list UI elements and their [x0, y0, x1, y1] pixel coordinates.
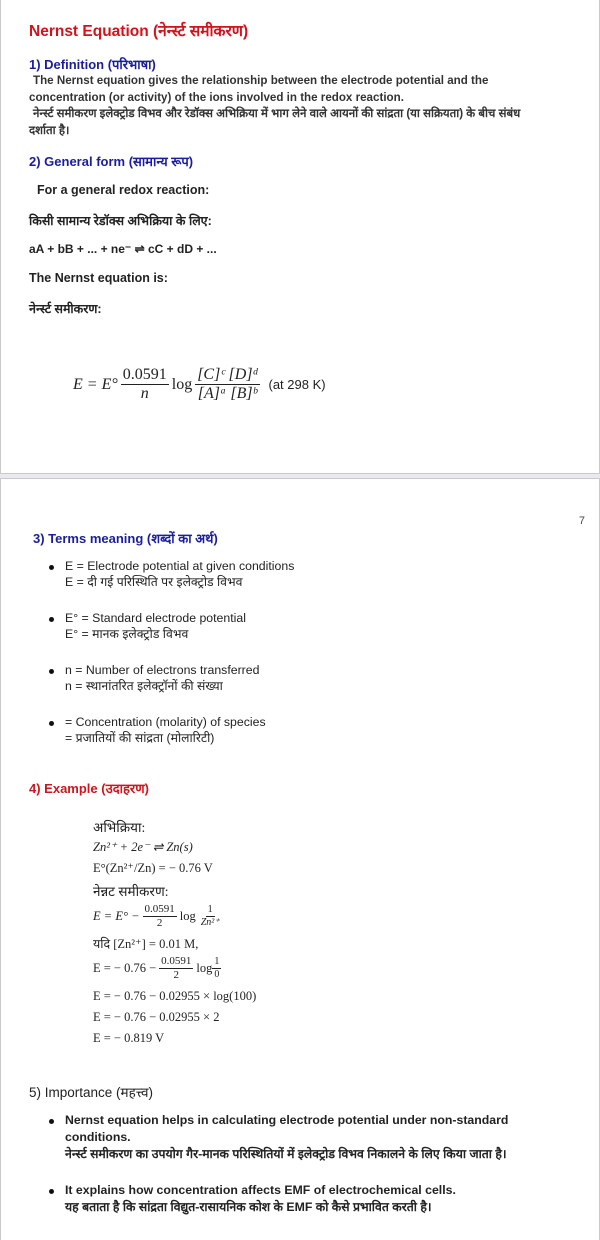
term-item [65, 610, 246, 642]
eq2-log: log [196, 960, 213, 975]
coefficient-numerator: 0.0591 [121, 366, 169, 385]
eq1-log: log [179, 908, 196, 923]
general-intro-en: For a general redox reaction: [37, 183, 210, 197]
bullet-icon [49, 721, 54, 726]
importance-en-cont: conditions. [65, 1130, 131, 1144]
bullet-icon [49, 1119, 54, 1124]
coefficient-denominator: n [140, 385, 149, 403]
example-equation-3: E = − 0.76 − 0.02955 × log(100) [93, 989, 257, 1003]
eq1-lhs: E = E° − [93, 908, 140, 923]
eq1-numerator: 0.0591 [144, 903, 175, 915]
importance-hi: नेर्न्स्ट समीकरण का उपयोग गैर-मानक परिस्थितियों में इलेक्ट्रोड विभव निकालने के लिए किया जाता है। [65, 1147, 507, 1161]
term-item [65, 714, 266, 746]
example-equation-4: E = − 0.76 − 0.02955 × 2 [93, 1010, 220, 1024]
eq1-denominator: 2 [156, 916, 163, 929]
eq2-ratio-den: 0 [214, 968, 220, 980]
bullet-icon [49, 617, 54, 622]
eq2-ratio-num: 1 [214, 956, 220, 968]
definition-heading: 1) Definition (परिभाषा) [29, 57, 156, 72]
ratio-numerator: [C]ᶜ [D]ᵈ [195, 366, 259, 385]
eq2-numerator: 0.0591 [161, 955, 192, 967]
importance-en: Nernst equation helps in calculating electrode potential under non-standard [65, 1113, 509, 1127]
document-page-1 [0, 0, 600, 474]
eq2-ratio [212, 956, 221, 980]
term-en: = Concentration (molarity) of species [65, 715, 266, 729]
term-item [65, 662, 259, 694]
eq1-fraction [143, 903, 177, 929]
general-form-heading: 2) General form (सामान्य रूप) [29, 154, 194, 169]
coefficient-fraction [121, 366, 169, 404]
concentration-ratio [195, 366, 259, 404]
example-heading: 4) Example (उदाहरण) [29, 781, 149, 796]
importance-hi: यह बताता है कि सांद्रता विद्युत-रासायनिक कोश के EMF को कैसे प्रभावित करती है। [65, 1200, 432, 1214]
ratio-denominator: [A]ᵃ [B]ᵇ [197, 385, 257, 403]
definition-hi-line2: दर्शाता है। [29, 124, 70, 137]
term-en: n = Number of electrons transferred [65, 663, 260, 677]
definition-en-line2: concentration (or activity) of the ions involved in the redox reaction. [29, 91, 404, 104]
example-result: E = − 0.819 V [93, 1031, 165, 1045]
term-hi: n = स्थानांतरित इलेक्ट्रॉनों की संख्या [65, 679, 223, 693]
term-en: E = Electrode potential at given conditions [65, 559, 295, 573]
definition-hi-line1: नेर्न्स्ट समीकरण इलेक्ट्रोड विभव और रेडॉक्स अभिक्रिया में भाग लेने वाले आयनों की सांद्रता (या सक्रियता) के बीच संबंध [33, 107, 521, 120]
document-page-2 [0, 478, 600, 1240]
given-concentration: यदि [Zn²⁺] = 0.01 M, [93, 937, 199, 951]
importance-item [65, 1112, 508, 1163]
eq2-fraction [159, 955, 193, 981]
term-hi: = प्रजातियों की सांद्रता (मोलारिटी) [65, 731, 215, 745]
nernst-equation [73, 366, 326, 404]
general-reaction: aA + bB + ... + ne⁻ ⇌ cC + dD + ... [29, 242, 217, 256]
standard-potential: E°(Zn²⁺/Zn) = − 0.76 V [93, 861, 213, 875]
eq1-ratio-num: 1 [207, 904, 213, 916]
equation-lhs: E = E° [73, 375, 118, 393]
log-operator: log [171, 375, 193, 393]
page-number: 7 [578, 515, 585, 527]
term-item [65, 558, 294, 590]
terms-heading: 3) Terms meaning (शब्दों का अर्थ) [33, 531, 218, 546]
nernst-label: नेन्नट समीकरण: [93, 884, 169, 899]
importance-en: It explains how concentration affects EMF of electrochemical cells. [65, 1183, 456, 1197]
eq1-ratio-den: Zn²⁺ [200, 916, 220, 928]
term-hi: E° = मानक इलेक्ट्रोड विभव [65, 627, 189, 641]
term-hi: E = दी गई परिस्थिति पर इलेक्ट्रोड विभव [65, 575, 243, 589]
eq2-denominator: 2 [173, 968, 180, 981]
nernst-intro-hi: नेर्न्स्ट समीकरण: [29, 302, 102, 316]
bullet-icon [49, 1189, 54, 1194]
importance-item [65, 1182, 456, 1216]
term-en: E° = Standard electrode potential [65, 611, 246, 625]
general-intro-hi: किसी सामान्य रेडॉक्स अभिक्रिया के लिए: [29, 214, 212, 228]
zinc-reaction: Zn²⁺ + 2e⁻ ⇌ Zn(s) [93, 840, 193, 854]
reaction-label: अभिक्रिया: [93, 820, 146, 835]
definition-en-line1: The Nernst equation gives the relationship between the electrode potential and the [33, 74, 489, 87]
example-equation-2 [93, 955, 224, 981]
page-title: Nernst Equation (नेर्न्स्ट समीकरण) [29, 23, 249, 40]
importance-heading: 5) Importance (महत्त्व) [29, 1085, 153, 1100]
example-equation-1 [93, 903, 225, 929]
eq1-ratio [199, 904, 222, 928]
nernst-intro-en: The Nernst equation is: [29, 271, 168, 285]
temperature-condition: (at 298 K) [268, 377, 326, 393]
bullet-icon [49, 565, 54, 570]
eq2-lhs: E = − 0.76 − [93, 960, 157, 975]
bullet-icon [49, 669, 54, 674]
